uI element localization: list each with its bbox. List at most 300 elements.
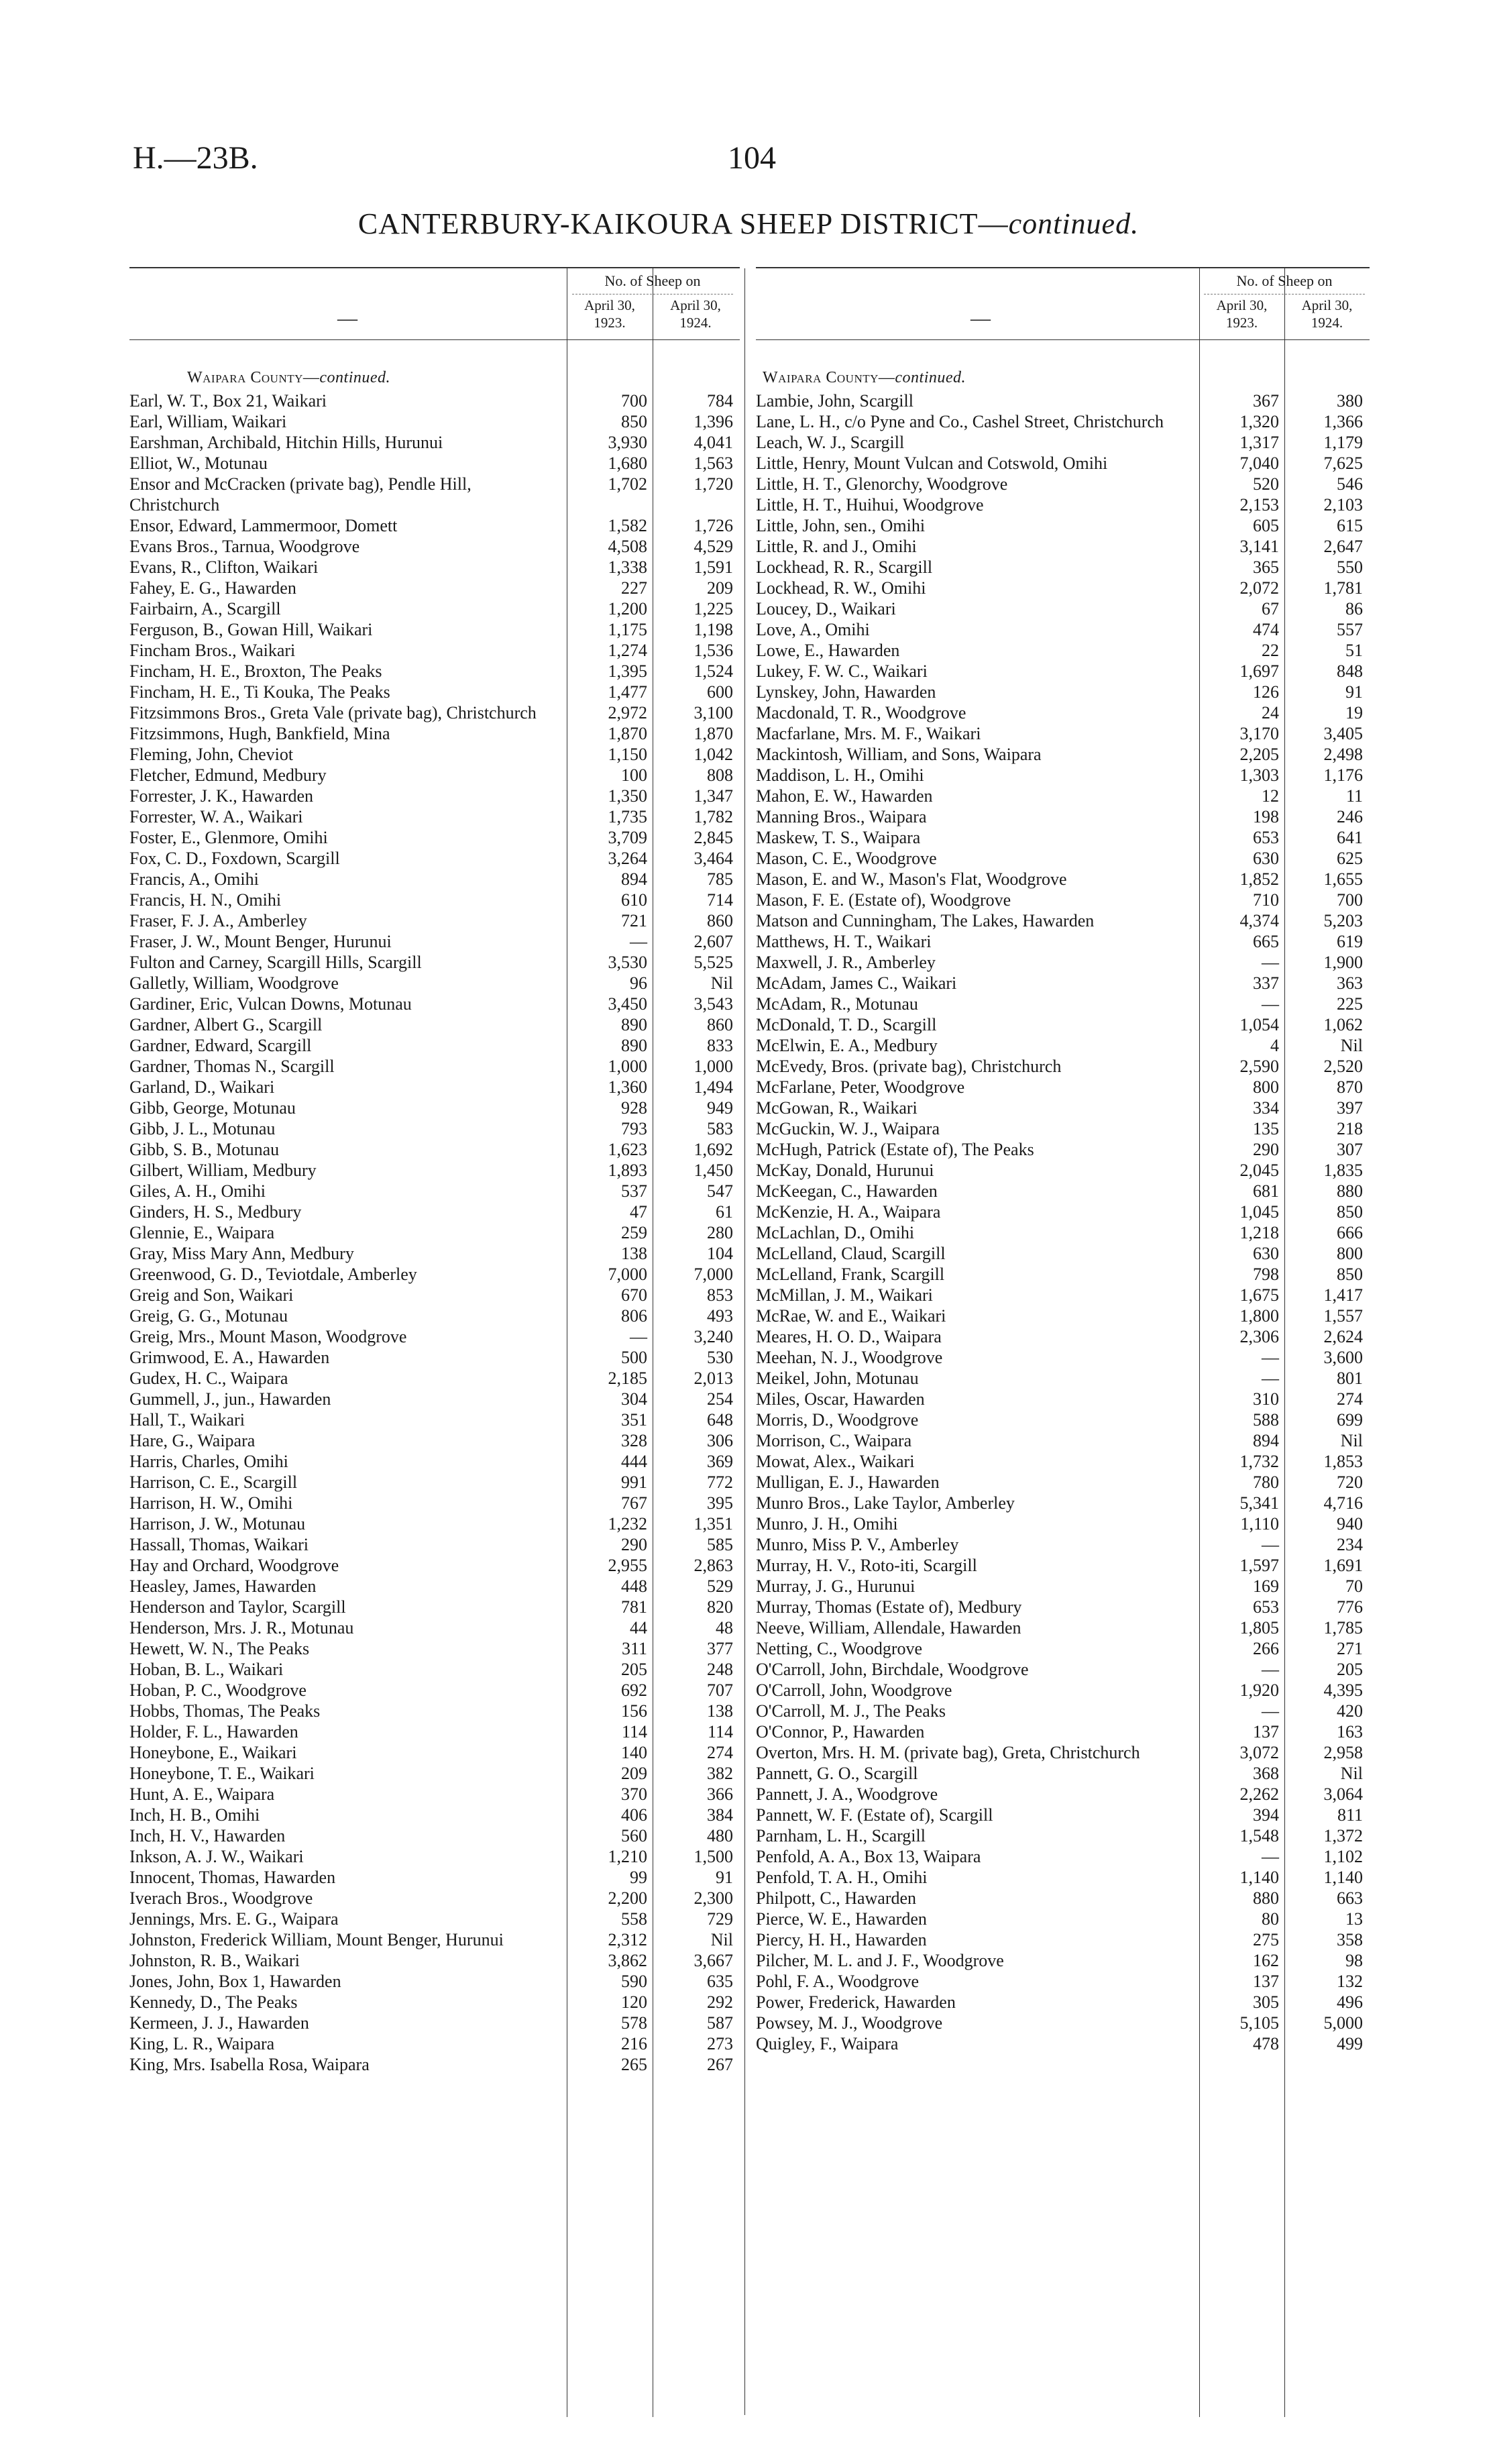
holder-name: Maskew, T. S., Waipara	[756, 828, 921, 847]
sheep-1924: 641	[1337, 828, 1363, 847]
table-row	[129, 1409, 740, 1430]
sheep-1923: 259	[621, 1223, 647, 1242]
holder-name: Pannett, G. O., Scargill	[756, 1764, 918, 1783]
holder-name: Gilbert, William, Medbury	[129, 1161, 317, 1180]
sheep-1923: 3,264	[608, 849, 647, 868]
holder-name: Gummell, J., jun., Hawarden	[129, 1389, 331, 1409]
table-row	[756, 1617, 1370, 1638]
sheep-1923: 2,045	[1239, 1161, 1279, 1180]
table-row	[756, 1825, 1370, 1846]
sheep-1923: 3,709	[608, 828, 647, 847]
sheep-1923: 1,200	[608, 599, 647, 619]
table-row	[129, 1909, 740, 1929]
holder-name: McRae, W. and E., Waikari	[756, 1306, 946, 1326]
sheep-1923: 3,862	[608, 1951, 647, 1970]
sheep-1924: 307	[1337, 1140, 1363, 1159]
holder-name: Loucey, D., Waikari	[756, 599, 896, 619]
sheep-1923: 368	[1253, 1764, 1279, 1783]
table-row	[756, 1742, 1370, 1763]
table-row	[129, 1243, 740, 1264]
holder-name: Fahey, E. G., Hawarden	[129, 578, 296, 598]
holder-name: Manning Bros., Waipara	[756, 807, 927, 826]
sheep-1923: 894	[621, 869, 647, 889]
section-heading	[187, 369, 390, 387]
sheep-1923: 850	[621, 412, 647, 431]
holder-name: McKenzie, H. A., Waipara	[756, 1202, 941, 1222]
holder-name: Mahon, E. W., Hawarden	[756, 786, 933, 806]
sheep-1924: 1,536	[694, 641, 733, 660]
sheep-1923: 304	[621, 1389, 647, 1409]
sheep-1923: 1,054	[1239, 1015, 1279, 1034]
sheep-1923: 275	[1253, 1930, 1279, 1949]
holder-name: Murray, J. G., Hurunui	[756, 1576, 916, 1596]
holder-name: Overton, Mrs. H. M. (private bag), Greta, Christchurch	[756, 1743, 1140, 1762]
holder-name: Matson and Cunningham, The Lakes, Hawarden	[756, 911, 1095, 930]
sheep-1923: —	[1262, 1348, 1279, 1367]
sheep-1924: 114	[707, 1722, 733, 1742]
holder-name: Gudex, H. C., Waipara	[129, 1369, 288, 1388]
sheep-1923: 880	[1253, 1888, 1279, 1908]
sheep-1924: 366	[707, 1784, 733, 1804]
table-row	[756, 1950, 1370, 1971]
sheep-1923: 890	[621, 1015, 647, 1034]
holder-name: Little, John, sen., Omihi	[756, 516, 926, 535]
holder-name: Quigley, F., Waipara	[756, 2034, 899, 2053]
table-row	[756, 1659, 1370, 1680]
holder-name: Forrester, J. K., Hawarden	[129, 786, 314, 806]
header-rule-bottom	[756, 339, 1370, 340]
section-name: Waipara County—	[187, 369, 320, 386]
sheep-1924: 225	[1337, 994, 1363, 1014]
sheep-1923: —	[1262, 994, 1279, 1014]
sheep-1923: 2,185	[608, 1369, 647, 1388]
sheep-1924: 2,300	[694, 1888, 733, 1908]
table-row	[756, 1784, 1370, 1805]
sheep-1923: 120	[621, 1992, 647, 2012]
sheep-1924: 1,563	[694, 453, 733, 473]
holder-name: Fraser, J. W., Mount Benger, Hurunui	[129, 932, 392, 951]
sheep-1923: 265	[621, 2055, 647, 2074]
holder-name: Giles, A. H., Omihi	[129, 1181, 266, 1201]
holder-name: Maddison, L. H., Omihi	[756, 765, 924, 785]
table-row	[129, 474, 740, 515]
holder-name: Lukey, F. W. C., Waikari	[756, 661, 928, 681]
holder-name: McHugh, Patrick (Estate of), The Peaks	[756, 1140, 1034, 1159]
sheep-1924: 880	[1337, 1181, 1363, 1201]
sheep-1923: 2,262	[1239, 1784, 1279, 1804]
holder-name: McLelland, Claud, Scargill	[756, 1244, 946, 1263]
sheep-1923: 305	[1253, 1992, 1279, 2012]
table-row	[129, 1888, 740, 1909]
sheep-1923: 1,350	[608, 786, 647, 806]
table-row	[129, 1326, 740, 1347]
sheep-1924: Nil	[710, 973, 733, 993]
sheep-1924: 1,781	[1323, 578, 1363, 598]
sheep-1923: 4,508	[608, 537, 647, 556]
table-row	[129, 931, 740, 952]
sheep-1923: 394	[1253, 1805, 1279, 1825]
holder-name: Hare, G., Waipara	[129, 1431, 256, 1450]
year-1924-header: April 30, 1924.	[670, 297, 721, 331]
table-row	[756, 536, 1370, 557]
holder-name: Munro, Miss P. V., Amberley	[756, 1535, 959, 1554]
sheep-1924: 13	[1345, 1909, 1363, 1929]
table-row	[129, 640, 740, 661]
sheep-1923: 653	[1253, 828, 1279, 847]
sheep-1924: 848	[1337, 661, 1363, 681]
sheep-1924: 2,498	[1323, 745, 1363, 764]
table-row	[756, 390, 1370, 411]
holder-name: Hoban, B. L., Waikari	[129, 1660, 284, 1679]
holder-name: Pannett, W. F. (Estate of), Scargill	[756, 1805, 993, 1825]
sheep-1924: 2,103	[1323, 495, 1363, 515]
holder-name: Holder, F. L., Hawarden	[129, 1722, 298, 1742]
sheep-1923: 1,732	[1239, 1452, 1279, 1471]
sheep-1924: 1,396	[694, 412, 733, 431]
sheep-1923: 1,303	[1239, 765, 1279, 785]
sheep-1924: 1,900	[1323, 953, 1363, 972]
sheep-1923: 3,530	[608, 953, 647, 972]
sheep-1924: 2,845	[694, 828, 733, 847]
sheep-1924: 707	[707, 1680, 733, 1700]
sheep-1924: 98	[1345, 1951, 1363, 1970]
sheep-1923: 370	[621, 1784, 647, 1804]
sheep-1924: 811	[1337, 1805, 1363, 1825]
holder-name: Fox, C. D., Foxdown, Scargill	[129, 849, 340, 868]
table-row	[756, 1201, 1370, 1222]
holder-name: Pohl, F. A., Woodgrove	[756, 1972, 920, 1991]
table-row	[756, 598, 1370, 619]
holder-name: McLachlan, D., Omihi	[756, 1223, 915, 1242]
holder-name: Gibb, J. L., Motunau	[129, 1119, 276, 1138]
sheep-1924: 3,543	[694, 994, 733, 1014]
sheep-1924: 280	[707, 1223, 733, 1242]
holder-name: Inch, H. B., Omihi	[129, 1805, 260, 1825]
table-row	[756, 1389, 1370, 1409]
sheep-1924: 274	[1337, 1389, 1363, 1409]
table-row	[756, 1680, 1370, 1701]
sheep-1923: 24	[1262, 703, 1279, 722]
sheep-1923: 1,597	[1239, 1556, 1279, 1575]
sheep-1924: 1,351	[694, 1514, 733, 1534]
table-row	[756, 1555, 1370, 1576]
table-row	[756, 1576, 1370, 1597]
sheep-1923: 767	[621, 1493, 647, 1513]
sheep-1924: 850	[1337, 1202, 1363, 1222]
sheep-1923: 7,040	[1239, 453, 1279, 473]
holder-name: Henderson and Taylor, Scargill	[129, 1597, 346, 1617]
holder-name: Pierce, W. E., Hawarden	[756, 1909, 927, 1929]
table-row	[756, 578, 1370, 598]
sheep-1924: 19	[1345, 703, 1363, 722]
holder-name: Garland, D., Waikari	[129, 1077, 275, 1097]
sheep-1923: 126	[1253, 682, 1279, 702]
sheep-1924: 5,525	[694, 953, 733, 972]
sheep-1924: 384	[707, 1805, 733, 1825]
holder-name: Powsey, M. J., Woodgrove	[756, 2013, 943, 2033]
table-row	[756, 1077, 1370, 1097]
sheep-1923: 806	[621, 1306, 647, 1326]
table-row	[756, 1035, 1370, 1056]
sheep-1923: 198	[1253, 807, 1279, 826]
sheep-1924: 2,863	[694, 1556, 733, 1575]
sheep-1924: 547	[707, 1181, 733, 1201]
sheep-1923: 1,735	[608, 807, 647, 826]
sheep-1923: —	[1262, 1369, 1279, 1388]
table-row	[756, 723, 1370, 744]
sheep-1923: 1,000	[608, 1057, 647, 1076]
table-row	[129, 702, 740, 723]
table-row	[756, 1222, 1370, 1243]
table-row	[129, 1056, 740, 1077]
holder-name: Innocent, Thomas, Hawarden	[129, 1868, 336, 1887]
table-row	[756, 1430, 1370, 1451]
table-row	[756, 744, 1370, 765]
table-row	[756, 640, 1370, 661]
sheep-1923: 793	[621, 1119, 647, 1138]
holder-name: Fairbairn, A., Scargill	[129, 599, 281, 619]
table-row	[129, 1659, 740, 1680]
table-row	[756, 1118, 1370, 1139]
sheep-1924: 808	[707, 765, 733, 785]
table-row	[129, 1493, 740, 1513]
sheep-1924: 380	[1337, 391, 1363, 411]
sheep-1924: 3,240	[694, 1327, 733, 1346]
holder-name: Lockhead, R. W., Omihi	[756, 578, 926, 598]
table-row	[129, 1389, 740, 1409]
sheep-1923: 1,852	[1239, 869, 1279, 889]
table-row	[756, 474, 1370, 494]
table-row	[756, 869, 1370, 890]
holder-name: Mackintosh, William, and Sons, Waipara	[756, 745, 1042, 764]
table-row	[756, 827, 1370, 848]
sheep-1924: 91	[1345, 682, 1363, 702]
sheep-1923: 47	[630, 1202, 647, 1222]
table-row	[129, 1368, 740, 1389]
sheep-1924: 1,198	[694, 620, 733, 639]
sheep-1924: 1,557	[1323, 1306, 1363, 1326]
document-reference: H.—23B.	[133, 140, 258, 176]
sheep-1924: 1,225	[694, 599, 733, 619]
holder-name: Evans Bros., Tarnua, Woodgrove	[129, 537, 360, 556]
table-row	[756, 1264, 1370, 1285]
sheep-1924: 860	[707, 911, 733, 930]
sheep-1923: 798	[1253, 1265, 1279, 1284]
table-row	[756, 786, 1370, 806]
sheep-1923: 520	[1253, 474, 1279, 494]
holder-name: Heasley, James, Hawarden	[129, 1576, 317, 1596]
sheep-1924: 785	[707, 869, 733, 889]
sheep-1923: 3,170	[1239, 724, 1279, 743]
table-row	[129, 536, 740, 557]
sheep-1923: 334	[1253, 1098, 1279, 1118]
sheep-1924: 104	[707, 1244, 733, 1263]
holder-name: Parnham, L. H., Scargill	[756, 1826, 926, 1845]
sheep-1924: 5,203	[1323, 911, 1363, 930]
section-continued: continued.	[319, 369, 391, 386]
sheep-1923: 227	[621, 578, 647, 598]
table-row	[756, 1243, 1370, 1264]
table-row	[129, 1867, 740, 1888]
holder-name: Fraser, F. J. A., Amberley	[129, 911, 307, 930]
year-1924-header: April 30, 1924.	[1301, 297, 1353, 331]
holder-name: Harrison, C. E., Scargill	[129, 1472, 298, 1492]
sheep-1923: 3,141	[1239, 537, 1279, 556]
holder-name: Macdonald, T. R., Woodgrove	[756, 703, 966, 722]
sheep-1923: 630	[1253, 1244, 1279, 1263]
table-row	[129, 2013, 740, 2033]
holder-name: Mowat, Alex., Waikari	[756, 1452, 915, 1471]
holder-name: Meares, H. O. D., Waipara	[756, 1327, 942, 1346]
table-row	[756, 1097, 1370, 1118]
holder-name: Greig and Son, Waikari	[129, 1285, 294, 1305]
sheep-1923: 692	[621, 1680, 647, 1700]
sheep-1923: 351	[621, 1410, 647, 1430]
sheep-1924: 615	[1337, 516, 1363, 535]
sheep-1923: 7,000	[608, 1265, 647, 1284]
holder-name: Morrison, C., Waipara	[756, 1431, 912, 1450]
year-1923-header: April 30, 1923.	[1216, 297, 1268, 331]
sheep-1923: 1,274	[608, 641, 647, 660]
table-row	[129, 848, 740, 869]
table-row	[756, 1451, 1370, 1472]
year-1923-header: April 30, 1923.	[584, 297, 635, 331]
table-row	[756, 1846, 1370, 1867]
sheep-1924: 529	[707, 1576, 733, 1596]
sheep-1924: 1,691	[1323, 1556, 1363, 1575]
table-row	[129, 1222, 740, 1243]
holder-name: McAdam, James C., Waikari	[756, 973, 957, 993]
table-row	[129, 1597, 740, 1617]
holder-name: Lockhead, R. R., Scargill	[756, 557, 933, 577]
holder-name: O'Carroll, John, Woodgrove	[756, 1680, 952, 1700]
holder-name: Fincham, H. E., Broxton, The Peaks	[129, 661, 382, 681]
column-separator	[744, 268, 745, 2415]
table-row	[756, 494, 1370, 515]
sheep-1924: Nil	[1340, 1764, 1363, 1783]
sheep-1923: 781	[621, 1597, 647, 1617]
sheep-1923: 140	[621, 1743, 647, 1762]
holder-name: O'Carroll, John, Birchdale, Woodgrove	[756, 1660, 1029, 1679]
holder-name: Fitzsimmons Bros., Greta Vale (private bag), Christchurch	[129, 703, 537, 722]
sheep-1924: 700	[1337, 890, 1363, 910]
sheep-1923: 444	[621, 1452, 647, 1471]
table-row	[129, 1181, 740, 1201]
holder-name: Macfarlane, Mrs. M. F., Waikari	[756, 724, 981, 743]
holder-name: Little, H. T., Glenorchy, Woodgrove	[756, 474, 1008, 494]
holder-name: Neeve, William, Allendale, Hawarden	[756, 1618, 1021, 1638]
table-row	[756, 453, 1370, 474]
sheep-1923: 3,450	[608, 994, 647, 1014]
sheep-1923: 1,477	[608, 682, 647, 702]
sheep-1923: 1,320	[1239, 412, 1279, 431]
table-row	[129, 1555, 740, 1576]
holder-name: Philpott, C., Hawarden	[756, 1888, 917, 1908]
sheep-1923: 991	[621, 1472, 647, 1492]
sheep-1923: 560	[621, 1826, 647, 1845]
sheep-1924: 4,041	[694, 433, 733, 452]
holder-name: McGuckin, W. J., Waipara	[756, 1119, 940, 1138]
sheep-1924: 714	[707, 890, 733, 910]
holder-name: Galletly, William, Woodgrove	[129, 973, 339, 993]
sheep-1923: 337	[1253, 973, 1279, 993]
sheep-1923: 2,205	[1239, 745, 1279, 764]
sheep-1924: 382	[707, 1764, 733, 1783]
sheep-1924: 860	[707, 1015, 733, 1034]
title-continued: continued.	[1008, 207, 1140, 240]
sheep-1924: Nil	[1340, 1036, 1363, 1055]
sheep-1923: 1,800	[1239, 1306, 1279, 1326]
sheep-1924: Nil	[1340, 1431, 1363, 1450]
holder-name: Lowe, E., Hawarden	[756, 641, 900, 660]
section-heading	[763, 369, 966, 387]
sheep-1924: 51	[1345, 641, 1363, 660]
holder-name: Francis, A., Omihi	[129, 869, 259, 889]
sheep-1924: 1,140	[1323, 1868, 1363, 1887]
holder-name: Honeybone, T. E., Waikari	[129, 1764, 315, 1783]
sheep-1924: 1,853	[1323, 1452, 1363, 1471]
table-row	[129, 1160, 740, 1181]
table-row	[756, 515, 1370, 536]
sheep-1924: 5,000	[1323, 2013, 1363, 2033]
sheep-1923: 365	[1253, 557, 1279, 577]
sheep-1924: 493	[707, 1306, 733, 1326]
sheep-1924: 3,464	[694, 849, 733, 868]
sheep-1923: —	[1262, 1535, 1279, 1554]
table-row	[129, 1285, 740, 1305]
sheep-1923: 1,805	[1239, 1618, 1279, 1638]
holder-name: Munro, J. H., Omihi	[756, 1514, 898, 1534]
sheep-1924: 1,042	[694, 745, 733, 764]
sheep-1924: 546	[1337, 474, 1363, 494]
table-row	[756, 2013, 1370, 2033]
holder-name: Hunt, A. E., Waipara	[129, 1784, 275, 1804]
sheep-1923: 1,175	[608, 620, 647, 639]
holder-name: Earshman, Archibald, Hitchin Hills, Hurunui	[129, 433, 443, 452]
holder-name: Kennedy, D., The Peaks	[129, 1992, 298, 2012]
sheep-1923: 630	[1253, 849, 1279, 868]
table-row	[129, 1576, 740, 1597]
table-row	[756, 2033, 1370, 2054]
holder-name: Power, Frederick, Hawarden	[756, 1992, 956, 2012]
sheep-1924: 940	[1337, 1514, 1363, 1534]
page-title	[0, 207, 1497, 241]
sheep-1924: 600	[707, 682, 733, 702]
sheep-1923: 205	[621, 1660, 647, 1679]
sheep-1923: 894	[1253, 1431, 1279, 1450]
holder-name: Johnston, Frederick William, Mount Benger, Hurunui	[129, 1930, 504, 1949]
sheep-1923: 1,893	[608, 1161, 647, 1180]
holder-name: McEvedy, Bros. (private bag), Christchurch	[756, 1057, 1062, 1076]
table-row	[129, 1201, 740, 1222]
holder-name: Meehan, N. J., Woodgrove	[756, 1348, 943, 1367]
sheep-1923: 114	[621, 1722, 647, 1742]
sheep-1923: 162	[1253, 1951, 1279, 1970]
sheep-1923: 2,955	[608, 1556, 647, 1575]
table-row	[756, 682, 1370, 702]
sheep-1924: 625	[1337, 849, 1363, 868]
sheep-1924: 663	[1337, 1888, 1363, 1908]
table-row	[129, 1264, 740, 1285]
sheep-1924: 273	[707, 2034, 733, 2053]
table-row	[756, 432, 1370, 453]
sheep-1923: 710	[1253, 890, 1279, 910]
page-number: 104	[728, 140, 776, 176]
holder-name: Henderson, Mrs. J. R., Motunau	[129, 1618, 354, 1638]
holder-name: Foster, E., Glenmore, Omihi	[129, 828, 328, 847]
sheep-1923: 537	[621, 1181, 647, 1201]
table-row	[756, 1347, 1370, 1368]
